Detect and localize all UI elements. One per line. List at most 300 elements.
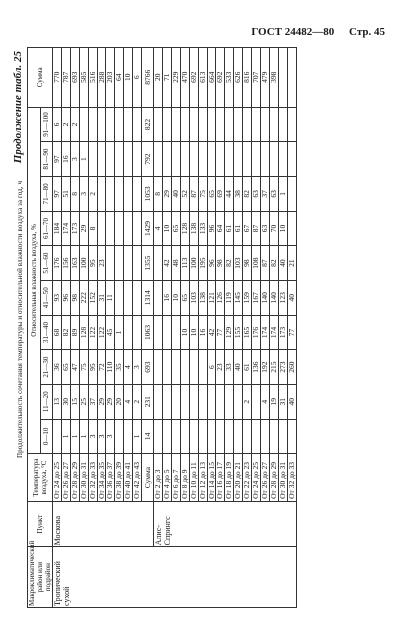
value-cell [198,350,207,385]
col-header-humidity-range: 11—20 [40,384,53,419]
value-cell: 36 [53,350,62,385]
value-cell: 75 [198,176,207,211]
value-cell: 10 [162,211,171,246]
value-cell: 626 [234,48,243,108]
header-row-1 [28,48,41,608]
value-cell: 30 [61,384,70,419]
value-cell: 29 [79,211,88,246]
value-cell [207,419,216,454]
value-cell [198,142,207,177]
value-cell: 613 [198,48,207,108]
value-cell: 100 [79,246,88,281]
value-cell: 61 [234,211,243,246]
value-cell [287,48,296,108]
value-cell: 42 [162,246,171,281]
value-cell [124,246,133,281]
value-cell: 16 [162,280,171,315]
value-cell: 664 [207,48,216,108]
value-cell [252,142,261,177]
temperature-range: От 42 до 43 [133,454,142,502]
value-cell: 1 [79,419,88,454]
value-cell: 203 [106,48,115,108]
value-cell [124,280,133,315]
value-cell: 10 [189,315,198,350]
value-cell [154,350,163,385]
col-header-temperature: Температура воздуха, °С [28,454,53,502]
value-cell: 1 [70,419,79,454]
value-cell: 40 [287,280,296,315]
col-header-humidity-range: 31—40 [40,315,53,350]
value-cell: 42 [207,315,216,350]
value-cell [124,107,133,142]
value-cell [269,142,278,177]
value-cell [287,419,296,454]
value-cell: 156 [61,246,70,281]
temperature-range: От 12 до 13 [198,454,207,502]
value-cell: 37 [260,176,269,211]
value-cell: 6 [207,350,216,385]
value-cell [162,107,171,142]
col-header-humidity-range: 61—70 [40,211,53,246]
value-cell [171,419,180,454]
value-cell: 63 [269,176,278,211]
value-cell: 19 [269,384,278,419]
value-cell [287,142,296,177]
value-cell: 167 [252,280,261,315]
value-cell [133,211,142,246]
value-cell: 4 [260,384,269,419]
value-cell [189,107,198,142]
value-cell: 3 [106,419,115,454]
point-cell: Москова [53,501,154,546]
point-cell: Алис-Спрингс [154,501,297,546]
value-cell: 96 [207,211,216,246]
value-cell: 20 [115,384,124,419]
value-cell [189,142,198,177]
value-cell: 70 [269,211,278,246]
value-cell: 692 [189,48,198,108]
col-header-region: Макроклиматический район или подрайон [28,540,52,606]
value-cell [189,350,198,385]
value-cell: 65 [61,350,70,385]
value-cell: 3 [70,142,79,177]
value-cell [216,142,225,177]
value-cell: 4 [154,211,163,246]
value-cell: 65 [207,176,216,211]
value-cell [79,107,88,142]
value-cell [180,107,189,142]
value-cell: 29 [106,384,115,419]
value-cell: 20 [154,48,163,108]
value-cell [115,211,124,246]
temperature-range: От 40 до 41 [124,454,133,502]
value-cell [124,315,133,350]
value-cell: 155 [234,315,243,350]
value-cell [115,176,124,211]
value-cell: 288 [97,48,106,108]
value-cell: 816 [243,48,252,108]
value-cell: 95 [88,246,97,281]
sum-value: 1063 [142,315,154,350]
value-cell: 479 [260,48,269,108]
value-cell: 33 [225,350,234,385]
value-cell [115,246,124,281]
value-cell: 11 [106,280,115,315]
value-cell: 192 [260,350,269,385]
value-cell [115,107,124,142]
value-cell [97,107,106,142]
value-cell: 122 [88,315,97,350]
value-cell: 1 [278,176,287,211]
value-cell: 16 [198,315,207,350]
value-cell [180,350,189,385]
value-cell: 140 [269,280,278,315]
table-subtitle: Продолжительность сочетания температуры и относительной влажности воздуха за год, ч [16,180,24,458]
value-cell: 140 [260,280,269,315]
value-cell [171,315,180,350]
value-cell: 273 [278,350,287,385]
value-cell [124,176,133,211]
value-cell [154,384,163,419]
value-cell [269,419,278,454]
temperature-range: От 22 до 23 [243,454,252,502]
value-cell: 100 [189,246,198,281]
value-cell: 67 [243,211,252,246]
value-cell: 40 [287,384,296,419]
value-cell [278,48,287,108]
temperature-range: От 8 до 9 [180,454,189,502]
value-cell [88,142,97,177]
value-cell [133,176,142,211]
value-cell [88,107,97,142]
temperature-range: От 32 до 33 [88,454,97,502]
value-cell: 3 [79,176,88,211]
sum-value: 792 [142,142,154,177]
temperature-range: От 24 до 25 [53,454,62,502]
value-cell: 40 [278,246,287,281]
temperature-range: От 34 до 35 [97,454,106,502]
value-cell: 23 [216,350,225,385]
temperature-range: От 14 до 15 [207,454,216,502]
temperature-range: От 30 до 31 [79,454,88,502]
value-cell: 145 [234,280,243,315]
value-cell: 6 [133,48,142,108]
value-cell: 260 [287,350,296,385]
table-row [53,48,62,608]
value-cell: 77 [216,315,225,350]
value-cell: 692 [216,48,225,108]
value-cell: 40 [171,176,180,211]
value-cell: 82 [225,246,234,281]
value-cell: 45 [106,315,115,350]
value-cell [106,246,115,281]
value-cell: 110 [106,350,115,385]
value-cell: 174 [61,211,70,246]
value-cell [198,107,207,142]
value-cell [252,419,261,454]
value-cell: 533 [225,48,234,108]
value-cell [180,384,189,419]
climate-table [27,47,297,608]
value-cell [124,142,133,177]
value-cell: 136 [252,350,261,385]
value-cell: 128 [180,211,189,246]
value-cell: 15 [70,384,79,419]
value-cell: 122 [97,315,106,350]
value-cell [225,107,234,142]
value-cell [234,419,243,454]
value-cell: 1 [79,142,88,177]
value-cell [162,384,171,419]
value-cell: 4 [124,384,133,419]
value-cell: 770 [53,48,62,108]
value-cell: 38 [234,176,243,211]
value-cell: 103 [189,280,198,315]
value-cell [180,142,189,177]
value-cell: 98 [70,280,79,315]
temperature-range: От 38 до 39 [115,454,124,502]
value-cell [216,107,225,142]
value-cell: 52 [180,176,189,211]
table-caption: Продолжение табл. 25 [12,51,24,164]
temperature-range: От 4 до 5 [162,454,171,502]
sum-value: 822 [142,107,154,142]
sum-value: 8766 [142,48,154,108]
value-cell [287,176,296,211]
value-cell: 707 [252,48,261,108]
value-cell: 35 [115,350,124,385]
value-cell [287,107,296,142]
value-cell [225,384,234,419]
value-cell [207,142,216,177]
value-cell [243,142,252,177]
value-cell: 37 [88,384,97,419]
value-cell: 89 [70,315,79,350]
value-cell: 108 [252,246,261,281]
value-cell [207,107,216,142]
col-header-humidity-range: 0—10 [40,419,53,454]
value-cell: 10 [180,315,189,350]
sum-label: Сумма [142,454,154,502]
value-cell [171,350,180,385]
temperature-range: От 32 до 33 [287,454,296,502]
value-cell: 176 [53,246,62,281]
value-cell: 133 [198,211,207,246]
value-cell: 64 [216,211,225,246]
value-cell [269,107,278,142]
value-cell: 470 [180,48,189,108]
value-cell: 25 [79,384,88,419]
value-cell: 63 [260,211,269,246]
value-cell: 126 [216,280,225,315]
value-cell: 2 [70,107,79,142]
value-cell: 82 [243,176,252,211]
value-cell: 48 [171,246,180,281]
value-cell [189,384,198,419]
value-cell: 61 [243,350,252,385]
value-cell: 82 [61,315,70,350]
value-cell: 176 [252,315,261,350]
value-cell: 29 [162,176,171,211]
value-cell: 97 [53,142,62,177]
value-cell [278,419,287,454]
value-cell [171,142,180,177]
value-cell: 13 [53,384,62,419]
value-cell: 93 [53,280,62,315]
value-cell [260,107,269,142]
value-cell: 63 [252,176,261,211]
value-cell: 82 [269,246,278,281]
value-cell: 64 [115,48,124,108]
value-cell: 121 [207,280,216,315]
value-cell: 96 [61,280,70,315]
value-cell [189,419,198,454]
value-cell: 68 [53,315,62,350]
value-cell: 77 [287,315,296,350]
rotated-table-page [12,47,383,608]
col-header-humidity: Относительная влажность воздуха, % [28,107,41,454]
value-cell: 152 [88,280,97,315]
sum-value: 1429 [142,211,154,246]
value-cell: 71 [162,48,171,108]
col-header-point: Пункт [28,501,53,546]
value-cell: 72 [97,350,106,385]
standard-number: ГОСТ 24482—80 [251,26,335,38]
value-cell: 174 [260,315,269,350]
value-cell: 6 [53,107,62,142]
temperature-range: От 2 до 3 [154,454,163,502]
col-header-humidity-range: 81—90 [40,142,53,177]
value-cell [207,384,216,419]
col-header-humidity-range: 51—60 [40,246,53,281]
value-cell: 8 [88,211,97,246]
value-cell [171,384,180,419]
value-cell: 31 [97,280,106,315]
temperature-range: От 18 до 19 [225,454,234,502]
value-cell: 21 [287,246,296,281]
value-cell: 128 [79,315,88,350]
table-row [154,48,163,608]
value-cell: 61 [225,211,234,246]
value-cell [216,384,225,419]
sum-value: 14 [142,419,154,454]
col-header-humidity-range: 91—100 [40,107,53,142]
value-cell: 65 [180,280,189,315]
value-cell [154,419,163,454]
value-cell [225,142,234,177]
value-cell: 2 [88,176,97,211]
value-cell [106,211,115,246]
temperature-range: От 20 до 21 [234,454,243,502]
value-cell [97,142,106,177]
temperature-range: От 26 до 27 [61,454,70,502]
value-cell: 138 [198,280,207,315]
value-cell: 98 [243,246,252,281]
value-cell: 65 [171,211,180,246]
value-cell: 1 [133,419,142,454]
temperature-range: От 28 до 29 [269,454,278,502]
value-cell: 693 [70,48,79,108]
value-cell: 2 [243,384,252,419]
value-cell: 29 [97,384,106,419]
value-cell: 516 [88,48,97,108]
value-cell: 97 [53,176,62,211]
value-cell: 113 [180,246,189,281]
value-cell: 3 [97,419,106,454]
value-cell: 215 [269,350,278,385]
sum-value: 1053 [142,176,154,211]
value-cell: 69 [216,176,225,211]
region-cell: Тропический сухой [53,547,297,608]
value-cell: 8 [154,176,163,211]
value-cell [234,142,243,177]
value-cell: 98 [216,246,225,281]
value-cell: 585 [79,48,88,108]
temperature-range: От 24 до 25 [252,454,261,502]
temperature-range: От 10 до 11 [189,454,198,502]
temperature-range: От 26 до 27 [260,454,269,502]
value-cell: 23 [97,246,106,281]
value-cell [106,176,115,211]
value-cell: 47 [70,350,79,385]
sum-value: 1314 [142,280,154,315]
value-cell: 119 [225,280,234,315]
value-cell: 129 [225,315,234,350]
value-cell: 165 [243,315,252,350]
value-cell: 222 [79,280,88,315]
value-cell [243,107,252,142]
value-cell [278,107,287,142]
value-cell: 87 [252,211,261,246]
value-cell: 87 [189,176,198,211]
value-cell [278,142,287,177]
value-cell [154,315,163,350]
value-cell: 10 [124,48,133,108]
value-cell [106,107,115,142]
value-cell: 787 [61,48,70,108]
value-cell [133,107,142,142]
value-cell [115,419,124,454]
value-cell: 3 [88,419,97,454]
value-cell [198,419,207,454]
value-cell [180,419,189,454]
value-cell: 103 [234,246,243,281]
value-cell [133,315,142,350]
value-cell: 16 [61,142,70,177]
table-body [53,48,297,608]
value-cell [115,142,124,177]
col-header-humidity-range: 71—80 [40,176,53,211]
value-cell: 138 [189,211,198,246]
value-cell: 3 [133,350,142,385]
value-cell [162,419,171,454]
value-cell [97,211,106,246]
value-cell: 2 [61,107,70,142]
value-cell [154,142,163,177]
value-cell: 31 [278,384,287,419]
value-cell: 173 [70,211,79,246]
temperature-range: От 6 до 7 [171,454,180,502]
value-cell: 95 [88,350,97,385]
value-cell: 8 [70,176,79,211]
value-cell [260,142,269,177]
value-cell: 75 [79,350,88,385]
value-cell: 87 [260,246,269,281]
value-cell [171,107,180,142]
value-cell: 1 [115,315,124,350]
value-cell [225,419,234,454]
temperature-range: От 28 до 29 [70,454,79,502]
